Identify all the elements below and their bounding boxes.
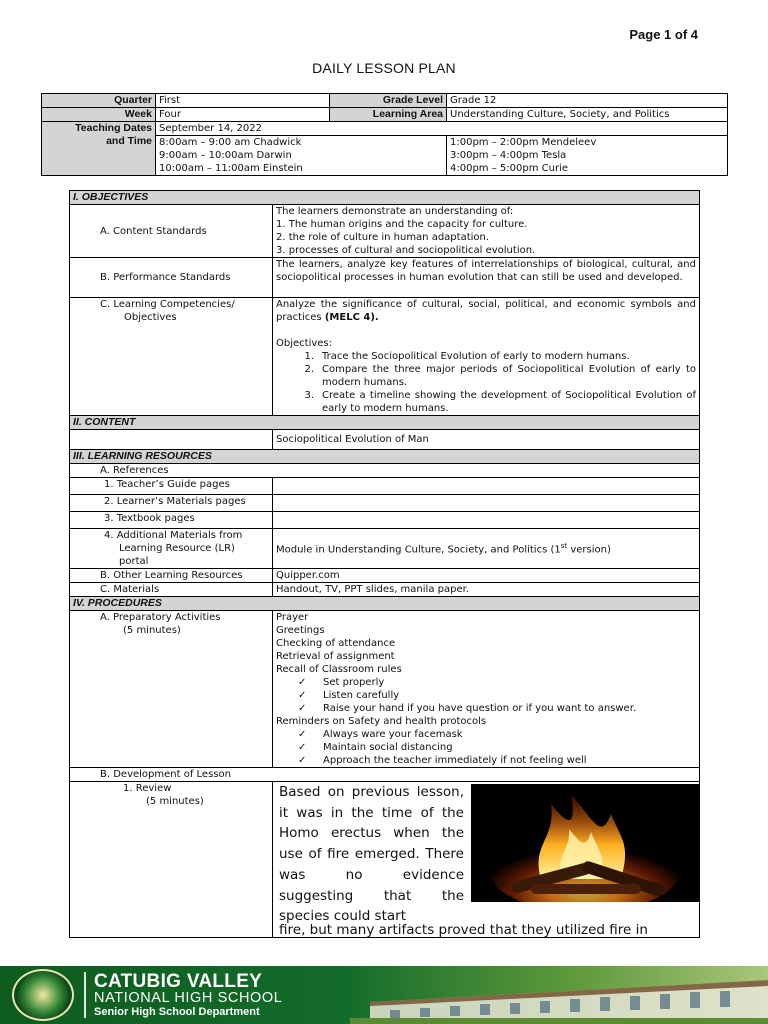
other-resources-value: Quipper.com <box>273 569 700 583</box>
content-standards-value: The learners demonstrate an understanding of: 1. The human origins and the capacity for culture. 2. the role of culture in human adaptation. 3. processes of cultural and sociopolitical evolution. <box>273 205 700 258</box>
review-text: Based on previous lesson, it was in the time of the Homo erectus when the use of fire emerged. There was no evidence suggesting that the species could start <box>279 784 464 925</box>
materials-value: Handout, TV, PPT slides, manila paper. <box>273 583 700 597</box>
content-standards-label: A. Content Standards <box>70 205 273 258</box>
check-icon: ✓ <box>298 677 307 688</box>
additional-materials-value: Module in Understanding Culture, Society, and Politics (1st version) <box>273 529 700 569</box>
performance-standards-value: The learners, analyze key features of interrelationships of biological, cultural, and sociopolitical processes in human evolution that can still be used and developed. <box>273 258 700 298</box>
check-icon: ✓ <box>298 755 307 766</box>
objective-item: 1. Trace the Sociopolitical Evolution of early to modern humans. <box>304 351 630 362</box>
safety-item: ✓ Always ware your facemask <box>298 729 463 740</box>
safety-item: ✓ Approach the teacher immediately if not feeling well <box>298 755 587 766</box>
content-empty-cell <box>70 430 273 450</box>
additional-materials-label: 4. Additional Materials from Learning Resource (LR) portal <box>70 529 273 569</box>
page-number: Page 1 of 4 <box>629 27 698 42</box>
area-value: Understanding Culture, Society, and Politics <box>447 108 728 122</box>
times-left: 8:00am – 9:00 am Chadwick 9:00am – 10:00am Darwin 10:00am – 11:00am Einstein <box>156 136 447 176</box>
textbook-label: 3. Textbook pages <box>70 512 273 529</box>
section-objectives: I. OBJECTIVES <box>70 191 700 205</box>
footer-divider <box>84 972 86 1018</box>
lesson-header-table <box>41 93 728 176</box>
competencies-label: C. Learning Competencies/ Objectives <box>70 298 273 416</box>
learner-materials-label: 2. Learner’s Materials pages <box>70 495 273 512</box>
review-content <box>273 782 700 938</box>
safety-item: ✓ Maintain social distancing <box>298 742 453 753</box>
rule-item: ✓ Listen carefully <box>298 690 400 701</box>
dates-label: Teaching Dates and Time <box>42 122 156 176</box>
lesson-plan-table <box>69 190 700 938</box>
textbook-value <box>273 512 700 529</box>
check-icon: ✓ <box>298 690 307 701</box>
section-procedures: IV. PROCEDURES <box>70 597 700 611</box>
quarter-label: Quarter <box>42 94 156 108</box>
quarter-value: First <box>156 94 330 108</box>
other-resources-label: B. Other Learning Resources <box>70 569 273 583</box>
development-label: B. Development of Lesson <box>70 768 700 782</box>
rule-item: ✓ Set properly <box>298 677 385 688</box>
performance-standards-label: B. Performance Standards <box>70 258 273 298</box>
section-resources: III. LEARNING RESOURCES <box>70 450 700 464</box>
school-seal-logo <box>12 969 74 1021</box>
competencies-value: Analyze the significance of cultural, social, political, and economic symbols and practices (MELC 4). Objectives: 1. Trace the Sociopolitical Evolution of early to modern humans. 2. Compare the three major periods of Sociopolitical Evolution of early to modern humans. 3. Create a timeline showing the development of Sociopolitical Evolution of early to modern humans. <box>273 298 700 416</box>
week-value: Four <box>156 108 330 122</box>
school-name: CATUBIG VALLEY <box>94 971 263 992</box>
objective-item: 2. Compare the three major periods of Sociopolitical Evolution of early to modern humans. <box>304 364 696 388</box>
preparatory-value: Prayer Greetings Checking of attendance Retrieval of assignment Recall of Classroom rules ✓ Set properly ✓ Listen carefully ✓ Raise your hand if you have question or if you want to answer. Reminders on Safety and health protocols ✓ Always ware your facemask ✓ Maintain social distancing ✓ Approach the teacher immediately if not feeling well <box>273 611 700 768</box>
school-department: Senior High School Department <box>94 1006 260 1018</box>
section-content: II. CONTENT <box>70 416 700 430</box>
document-title: DAILY LESSON PLAN <box>312 60 456 76</box>
references-label: A. References <box>70 464 700 478</box>
check-icon: ✓ <box>298 742 307 753</box>
learner-materials-value <box>273 495 700 512</box>
rule-item: ✓ Raise your hand if you have question or if you want to answer. <box>298 703 637 714</box>
teacher-guide-label: 1. Teacher’s Guide pages <box>70 478 273 495</box>
teacher-guide-value <box>273 478 700 495</box>
grade-value: Grade 12 <box>447 94 728 108</box>
check-icon: ✓ <box>298 729 307 740</box>
school-subtitle: NATIONAL HIGH SCHOOL <box>94 990 283 1006</box>
check-icon: ✓ <box>298 703 307 714</box>
grade-label: Grade Level <box>330 94 447 108</box>
area-label: Learning Area <box>330 108 447 122</box>
content-topic: Sociopolitical Evolution of Man <box>273 430 700 450</box>
review-label: 1. Review (5 minutes) <box>70 782 273 938</box>
materials-label: C. Materials <box>70 583 273 597</box>
campfire-image <box>471 784 699 902</box>
review-text-continued: fire, but many artifacts proved that they utilized fire in <box>279 922 648 938</box>
times-right: 1:00pm – 2:00pm Mendeleev 3:00pm – 4:00pm Tesla 4:00pm – 5:00pm Curie <box>447 136 728 176</box>
preparatory-label: A. Preparatory Activities (5 minutes) <box>70 611 273 768</box>
objective-item: 3. Create a timeline showing the development of Sociopolitical Evolution of early to modern humans. <box>304 390 696 414</box>
week-label: Week <box>42 108 156 122</box>
date-value: September 14, 2022 <box>156 122 728 136</box>
school-footer-banner <box>0 966 768 1024</box>
school-building-image <box>350 972 768 1024</box>
